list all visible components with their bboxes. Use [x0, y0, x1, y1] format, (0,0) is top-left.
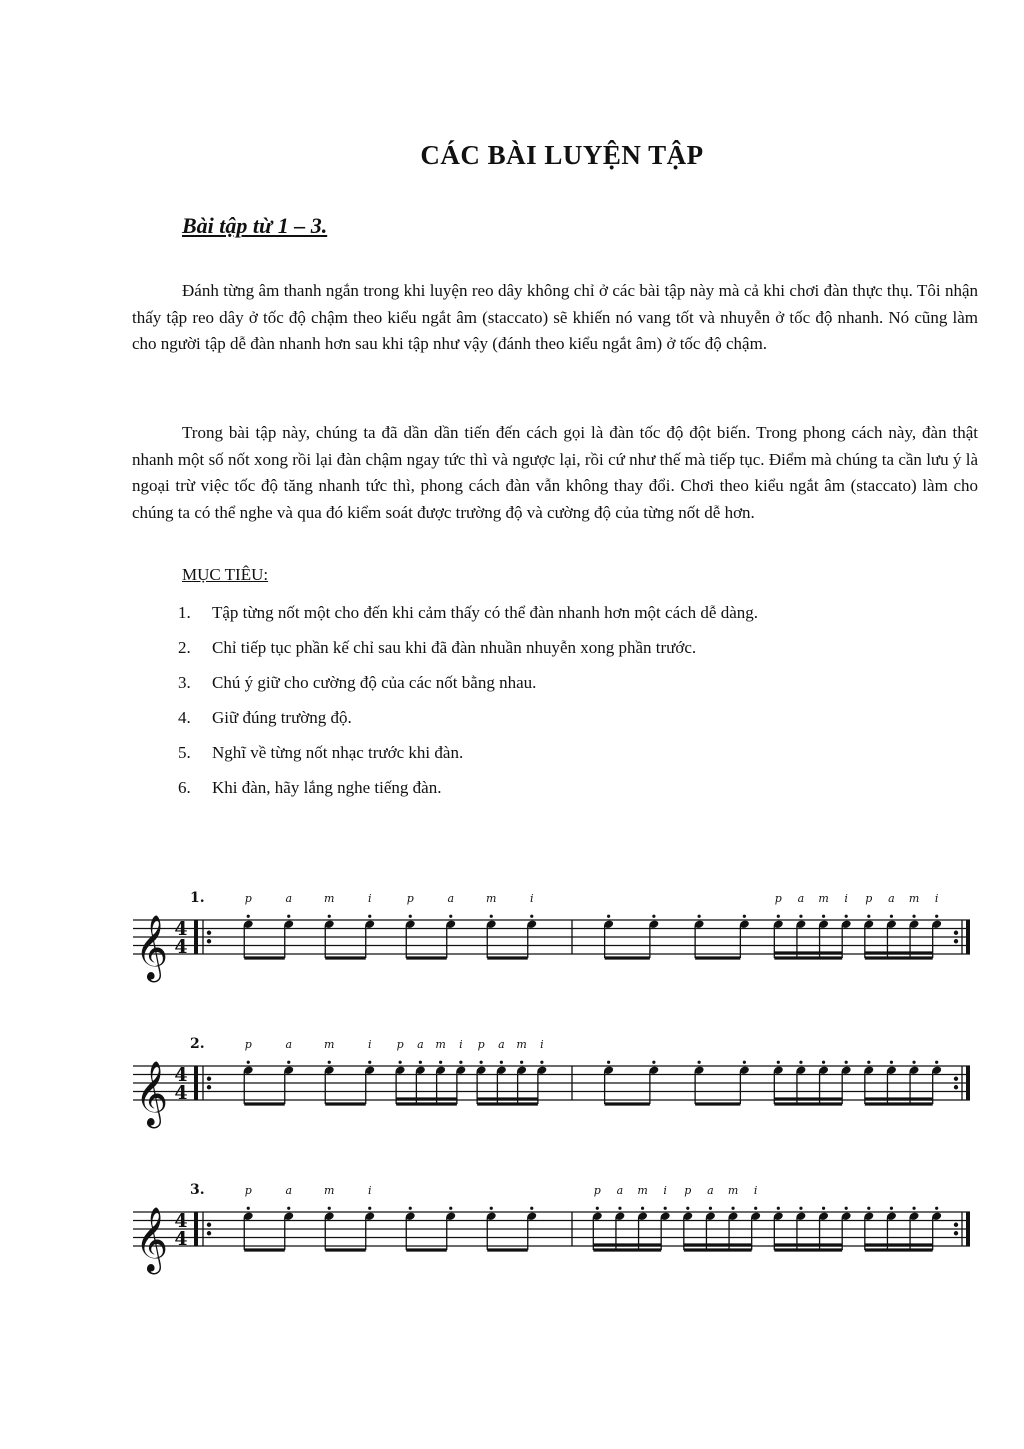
repeat-dot: [954, 1231, 958, 1235]
objective-text: Giữ đúng trường độ.: [212, 708, 352, 727]
staccato-dot: [596, 1207, 599, 1210]
staccato-dot: [799, 1207, 802, 1210]
finger-label: i: [529, 892, 534, 905]
exercise-label: 3.: [190, 1182, 205, 1198]
staccato-dot: [409, 1207, 412, 1210]
staccato-dot: [867, 1207, 870, 1210]
finger-label: m: [324, 892, 335, 905]
finger-label: i: [459, 1038, 463, 1051]
staccato-dot: [328, 915, 331, 918]
finger-label: i: [663, 1184, 667, 1197]
staccato-dot: [743, 915, 746, 918]
objective-text: Chỉ tiếp tục phần kế chỉ sau khi đã đàn nhuần nhuyễn xong phần trước.: [212, 638, 697, 657]
finger-label: m: [818, 892, 829, 905]
staccato-dot: [500, 1061, 503, 1064]
objective-text: Khi đàn, hãy lắng nghe tiếng đàn.: [212, 778, 442, 797]
exercise-label: 2.: [190, 1036, 205, 1052]
staccato-dot: [799, 1061, 802, 1064]
objective-text: Tập từng nốt một cho đến khi cảm thấy có thể đàn nhanh hơn một cách dễ dàng.: [212, 603, 759, 622]
staccato-dot: [912, 1061, 915, 1064]
finger-label: p: [244, 1038, 252, 1051]
finger-label: a: [797, 892, 805, 905]
staccato-dot: [247, 1207, 250, 1210]
staccato-dot: [328, 1207, 331, 1210]
repeat-dot: [207, 939, 211, 943]
staccato-dot: [698, 1061, 701, 1064]
staccato-dot: [449, 1207, 452, 1210]
finger-label: p: [396, 1038, 404, 1051]
staccato-dot: [368, 1061, 371, 1064]
staccato-dot: [822, 1207, 825, 1210]
staccato-dot: [845, 915, 848, 918]
staccato-dot: [845, 1207, 848, 1210]
staccato-dot: [652, 1061, 655, 1064]
finger-label: p: [774, 892, 782, 905]
finger-label: m: [908, 892, 920, 905]
finger-label: m: [435, 1038, 446, 1051]
staccato-dot: [641, 1207, 644, 1210]
staccato-dot: [912, 1207, 915, 1210]
objective-number: 2.: [178, 638, 191, 657]
staccato-dot: [777, 1207, 780, 1210]
staccato-dot: [287, 1207, 290, 1210]
staccato-dot: [686, 1207, 689, 1210]
finger-label: i: [540, 1038, 544, 1051]
paragraph-1: Đánh từng âm thanh ngắn trong khi luyện reo dây không chỉ ở các bài tập này mà cả khi chơi đàn thực thụ. Tôi nhận thấy tập reo dây ở tốc độ chậm theo kiểu ngắt âm (staccato) sẽ khiến nó vang tốt và nhuyễn ở tốc độ nhanh. Nó cũng làm cho người tập dễ đàn nhanh hơn sau khi tập như vậy (đánh theo kiểu ngắt âm) ở tốc độ chậm.: [132, 281, 978, 353]
staccato-dot: [709, 1207, 712, 1210]
finger-label: a: [616, 1184, 624, 1197]
finger-label: i: [844, 892, 848, 905]
staccato-dot: [867, 915, 870, 918]
time-signature-top: 4: [174, 918, 188, 940]
treble-clef-icon: 𝄞: [135, 915, 169, 980]
time-signature-bottom: 4: [174, 1082, 188, 1104]
staccato-dot: [777, 915, 780, 918]
staccato-dot: [368, 1207, 371, 1210]
staccato-dot: [449, 915, 452, 918]
staccato-dot: [530, 915, 533, 918]
objective-number: 1.: [178, 603, 191, 622]
staccato-dot: [368, 915, 371, 918]
objective-text: Chú ý giữ cho cường độ của các nốt bằng nhau.: [212, 673, 537, 692]
finger-label: i: [367, 1038, 372, 1051]
finger-label: a: [417, 1038, 424, 1051]
finger-label: i: [934, 892, 939, 905]
finger-label: p: [244, 1184, 252, 1197]
objective-number: 3.: [178, 673, 191, 692]
staccato-dot: [607, 1061, 610, 1064]
objective-number: 4.: [178, 708, 191, 727]
treble-clef-icon: 𝄞: [135, 1061, 169, 1126]
repeat-dot: [207, 1223, 211, 1227]
repeat-dot: [207, 1077, 211, 1081]
section-heading: Bài tập từ 1 – 3.: [182, 213, 328, 238]
staccato-dot: [698, 915, 701, 918]
finger-label: m: [516, 1038, 527, 1051]
staccato-dot: [743, 1061, 746, 1064]
staccato-dot: [822, 1061, 825, 1064]
staccato-dot: [935, 915, 938, 918]
time-signature-bottom: 4: [174, 1228, 188, 1250]
objectives-heading: MỤC TIÊU:: [182, 565, 269, 584]
staccato-dot: [652, 915, 655, 918]
finger-label: p: [244, 892, 252, 905]
staccato-dot: [490, 915, 493, 918]
staccato-dot: [540, 1061, 543, 1064]
finger-label: i: [367, 892, 372, 905]
staccato-dot: [618, 1207, 621, 1210]
staccato-dot: [912, 915, 915, 918]
finger-label: m: [727, 1184, 739, 1197]
staccato-dot: [247, 915, 250, 918]
repeat-dot: [954, 1077, 958, 1081]
staccato-dot: [890, 1061, 893, 1064]
staccato-dot: [439, 1061, 442, 1064]
staccato-dot: [459, 1061, 462, 1064]
staccato-dot: [328, 1061, 331, 1064]
staccato-dot: [935, 1207, 938, 1210]
staccato-dot: [520, 1061, 523, 1064]
staccato-dot: [287, 1061, 290, 1064]
finger-label: p: [593, 1184, 601, 1197]
staccato-dot: [247, 1061, 250, 1064]
finger-label: a: [285, 1184, 293, 1197]
finger-label: a: [888, 892, 895, 905]
repeat-dot: [954, 1085, 958, 1089]
staccato-dot: [480, 1061, 483, 1064]
time-signature-bottom: 4: [174, 936, 188, 958]
staccato-dot: [731, 1207, 734, 1210]
finger-label: p: [406, 892, 414, 905]
finger-label: m: [637, 1184, 648, 1197]
finger-label: a: [447, 892, 455, 905]
staccato-dot: [890, 915, 893, 918]
finger-label: a: [285, 1038, 293, 1051]
staccato-dot: [890, 1207, 893, 1210]
finger-label: p: [477, 1038, 485, 1051]
paragraph-2: Trong bài tập này, chúng ta đã dần dần tiến đến cách gọi là đàn tốc độ đột biến. Trong phong cách này, đàn thật nhanh một số nốt xong rồi lại đàn chậm ngay tức thì và ngược lại, rồi cứ như thế mà tiếp tục. Điểm mà chúng ta cần lưu ý là ngoại trừ việc tốc độ tăng nhanh tức thì, phong cách đàn vẫn không thay đổi. Chơi theo kiểu ngắt âm (staccato) làm cho chúng ta có thể nghe và qua đó kiểm soát được trường độ và cường độ của từng nốt dễ hơn.: [132, 423, 978, 522]
staccato-dot: [419, 1061, 422, 1064]
repeat-dot: [207, 1231, 211, 1235]
time-signature-top: 4: [174, 1064, 188, 1086]
staccato-dot: [754, 1207, 757, 1210]
objective-number: 6.: [178, 778, 191, 797]
finger-label: a: [285, 892, 293, 905]
staccato-dot: [607, 915, 610, 918]
finger-label: p: [865, 892, 873, 905]
exercise-label: 1.: [190, 890, 205, 906]
staccato-dot: [287, 915, 290, 918]
finger-label: a: [707, 1184, 714, 1197]
repeat-dot: [207, 931, 211, 935]
repeat-dot: [207, 1085, 211, 1089]
repeat-dot: [954, 939, 958, 943]
treble-clef-icon: 𝄞: [135, 1207, 169, 1272]
finger-label: m: [324, 1184, 335, 1197]
repeat-dot: [954, 1223, 958, 1227]
staccato-dot: [409, 915, 412, 918]
staccato-dot: [530, 1207, 533, 1210]
staccato-dot: [799, 915, 802, 918]
staccato-dot: [399, 1061, 402, 1064]
finger-label: m: [486, 892, 497, 905]
staccato-dot: [867, 1061, 870, 1064]
finger-label: a: [498, 1038, 505, 1051]
finger-label: m: [324, 1038, 335, 1051]
finger-label: p: [684, 1184, 692, 1197]
page-title: CÁC BÀI LUYỆN TẬP: [420, 140, 704, 170]
objective-number: 5.: [178, 743, 191, 762]
finger-label: i: [367, 1184, 372, 1197]
finger-label: i: [753, 1184, 758, 1197]
staccato-dot: [490, 1207, 493, 1210]
staccato-dot: [664, 1207, 667, 1210]
staccato-dot: [845, 1061, 848, 1064]
staccato-dot: [935, 1061, 938, 1064]
time-signature-top: 4: [174, 1210, 188, 1232]
staccato-dot: [777, 1061, 780, 1064]
objective-text: Nghĩ về từng nốt nhạc trước khi đàn.: [212, 743, 464, 762]
repeat-dot: [954, 931, 958, 935]
staccato-dot: [822, 915, 825, 918]
